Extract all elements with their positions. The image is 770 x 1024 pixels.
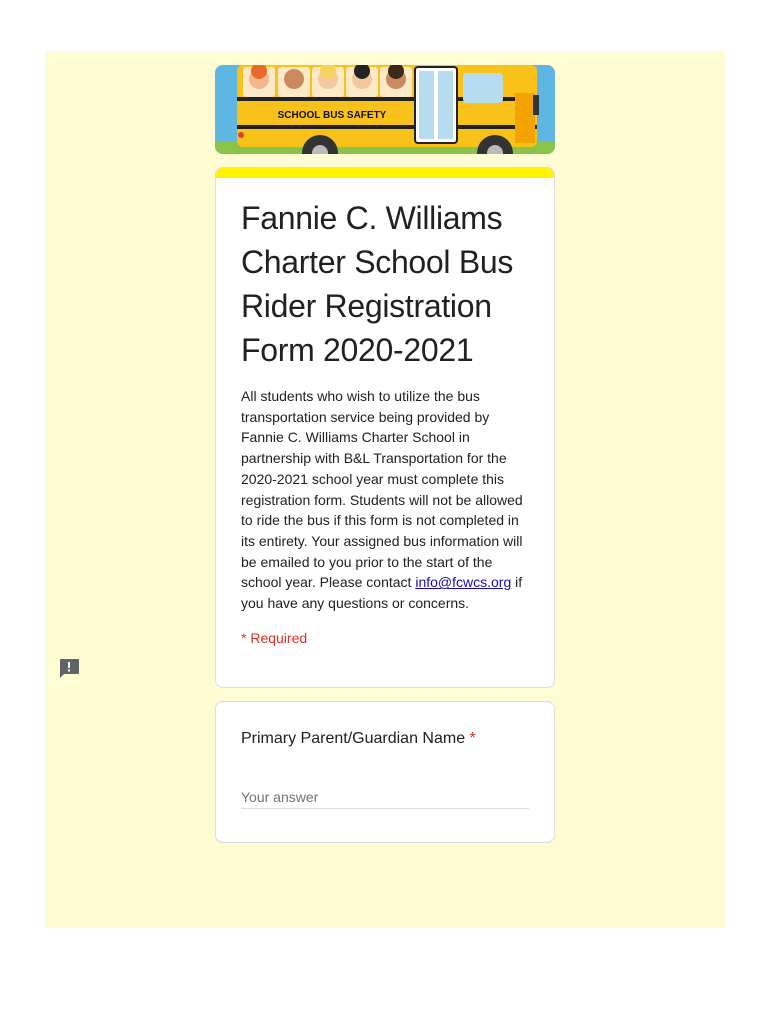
header-banner-image xyxy=(215,65,555,154)
question-label xyxy=(241,730,476,748)
question-label-text: Primary Parent/Guardian Name xyxy=(241,730,466,747)
title-card-accent-bar xyxy=(216,168,554,178)
form-title-card xyxy=(215,167,555,688)
bus-sign-text: SCHOOL BUS SAFETY xyxy=(277,110,387,121)
contact-email-link[interactable]: info@fcwcs.org xyxy=(415,574,512,591)
form-title: Fannie C. Williams Charter School Bus Rider Registration Form 2020-2021 xyxy=(241,200,514,368)
parent-guardian-name-input[interactable] xyxy=(241,786,529,809)
required-asterisk: * xyxy=(469,730,476,747)
school-bus-illustration xyxy=(215,65,555,154)
form-description-text: All students who wish to utilize the bus transportation service being provided by Fannie C. Williams Charter School in partnership with B&L Transportation for the 2020-2021 school year must complete this registration form. Students will not be allowed to ride the bus if this form is not completed in its entirety. Your assigned bus information will be emailed to you prior to the start of the school year. Please contact xyxy=(241,388,523,591)
required-note: * Required xyxy=(241,629,308,646)
feedback-icon[interactable] xyxy=(57,656,81,680)
question-card xyxy=(215,701,555,843)
form-description-text-end: if you have any questions or concerns. xyxy=(241,574,523,612)
form-description xyxy=(241,386,530,614)
